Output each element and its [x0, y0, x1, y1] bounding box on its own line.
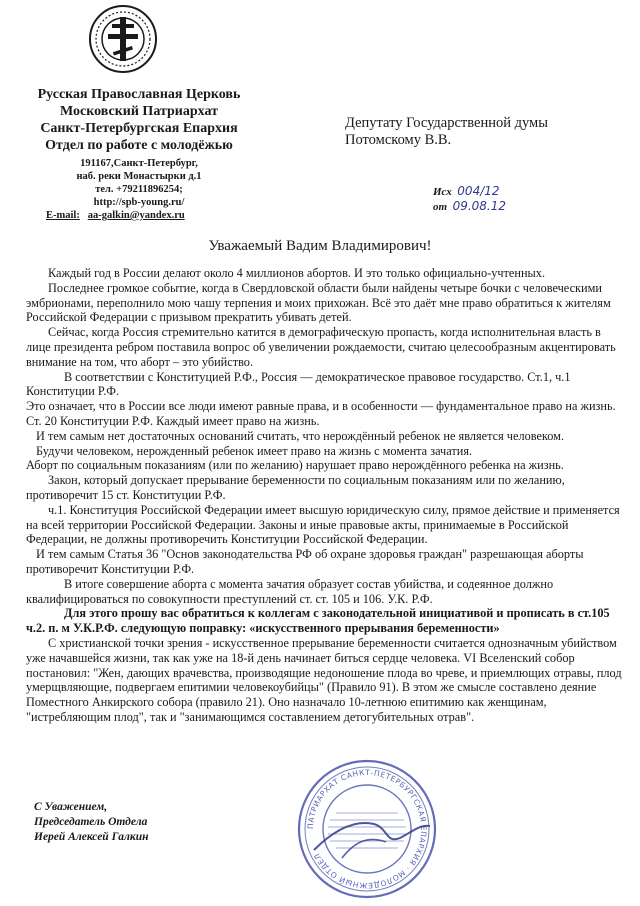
signature-block: [34, 800, 149, 845]
letterhead: [24, 86, 254, 222]
email-label: E-mail:: [46, 210, 80, 221]
paragraph-1: Каждый год в России делают около 4 миллионов абортов. И это только официально-учтенных.: [48, 266, 546, 280]
paragraph-2: Последнее громкое событие, когда в Свердловской области были найдены четыре бочки с человеческими эмбрионами, переполнило мою чашу терпения и моих прихожан. Всё это даёт мне право обратиться к жителям Российской Федерации с призывом прекратить убивать детей.: [26, 280, 611, 325]
org-line-patriarchate: Московский Патриархат: [60, 104, 218, 119]
request-paragraph: Для этого прошу вас обратиться к коллегам с законодательной инициативой и прописать в ст.105 ч.2. п. м У.К.Р.Ф. следующую поправку: «искусственного прерывания беременности»: [26, 606, 610, 636]
ref-number-label: Исх: [433, 186, 452, 198]
svg-text:ПАТРИАРХАТ САНКТ-ПЕТЕРБУРГСКАЯ: ПАТРИАРХАТ САНКТ-ПЕТЕРБУРГСКАЯ ЕПАРХИЯ · МОЛОДЕЖНЫЙ ОТДЕЛ: [305, 767, 429, 891]
ref-date-label: от: [433, 201, 448, 213]
salutation: Уважаемый Вадим Владимирович!: [208, 238, 432, 254]
paragraph-11: И тем самым Статья 36 "Основ законодательства РФ об охране здоровья граждан" разрешающая аборты противоречит Конституции Р.Ф.: [26, 547, 584, 576]
paragraph-9: Закон, который допускает прерывание беременности по социальным показаниям или по желанию, противоречит 15 ст. Конституции Р.Ф.: [26, 473, 565, 502]
paragraph-14: С христианской точки зрения - искусственное прерывание беременности считается однозначным убийством уже начавшейся жизни, так как уже на 18-й день начинает биться сердце человека. VI Вселенский собор постановил: "Жен, дающих врачевства, производящие недоношение плода во чреве, и приемлющих отравы, плод умерщвляющие, подвергаем епитимии человекоубийцы" (Правило 91). В этом же смысле составлено деяние Поместного Анкирского собора (правило 21). Оно назначало 10-летнюю епитимию как женщинам, "истребляющим плод", так и "занимающимся составлением детогубительных отрав".: [26, 635, 622, 724]
email-row: [24, 209, 254, 222]
phone: тел. +79211896254;: [95, 184, 183, 195]
paragraph-5: Это означает, что в России все люди имеют равные права, и в особенности — фундаментальное право на жизнь. Ст. 20 Конституции Р.Ф. Каждый имеет право на жизнь.: [26, 399, 616, 428]
website-link[interactable]: http://spb-young.ru/: [93, 197, 185, 208]
ref-number: 004/12: [457, 184, 500, 198]
address-line-2: наб. реки Монастырки д.1: [76, 171, 202, 182]
org-line-department: Отдел по работе с молодёжью: [45, 138, 233, 153]
address-line-1: 191167,Санкт-Петербург,: [80, 158, 198, 169]
letter-body: [26, 266, 622, 725]
org-line-eparchy: Санкт-Петербургская Епархия: [40, 121, 238, 136]
email-link[interactable]: aa-galkin@yandex.ru: [87, 210, 185, 221]
addressee: [345, 115, 548, 149]
church-emblem-icon: [88, 4, 158, 74]
addressee-line-2: Потомскому В.В.: [345, 132, 452, 148]
paragraph-3: Сейчас, когда Россия стремительно катится в демографическую пропасть, когда исполнительная власть в лице президента ребром поставила вопрос об увеличении рождаемости, считаю целесообразным акцентировать внимание на том, что аборт – это убийство.: [26, 325, 616, 369]
signature-closing: С Уважением,: [34, 801, 108, 813]
signature-name: Иерей Алексей Галкин: [34, 831, 149, 843]
signature-position: Председатель Отдела: [34, 816, 148, 828]
ref-date: 09.08.12: [452, 199, 506, 213]
paragraph-6: И тем самым нет достаточных оснований считать, что нерождённый ребенок не является человеком.: [36, 428, 565, 443]
paragraph-7: Будучи человеком, нерожденный ребенок имеет право на жизнь с момента зачатия.: [36, 443, 473, 458]
org-line-church: Русская Православная Церковь: [37, 87, 241, 102]
outgoing-reference: [433, 184, 506, 214]
paragraph-12: В итоге совершение аборта с момента зачатия образует состав убийства, и содеянное должно квалифицироваться по совокупности преступлений ст. ст. 105 и 106. У.К. Р.Ф.: [26, 576, 554, 606]
paragraph-10: ч.1. Конституция Российской Федерации имеет высшую юридическую силу, прямое действие и применяется на всей территории Российской Федерации. Законы и иные правовые акты, принимаемые в Российской Федерации, не должны противоречить Конституции Российской Федерации.: [26, 502, 620, 547]
paragraph-4: В соответствии с Конституцией Р.Ф., Россия — демократическое правовое государство. Ст.1, ч.1 Конституции Р.Ф.: [26, 369, 571, 399]
official-stamp-icon: [296, 758, 438, 900]
addressee-line-1: Депутату Государственной думы: [345, 115, 548, 131]
paragraph-8: Аборт по социальным показаниям (или по желанию) нарушает право нерождённого ребенка на жизнь.: [26, 458, 564, 473]
